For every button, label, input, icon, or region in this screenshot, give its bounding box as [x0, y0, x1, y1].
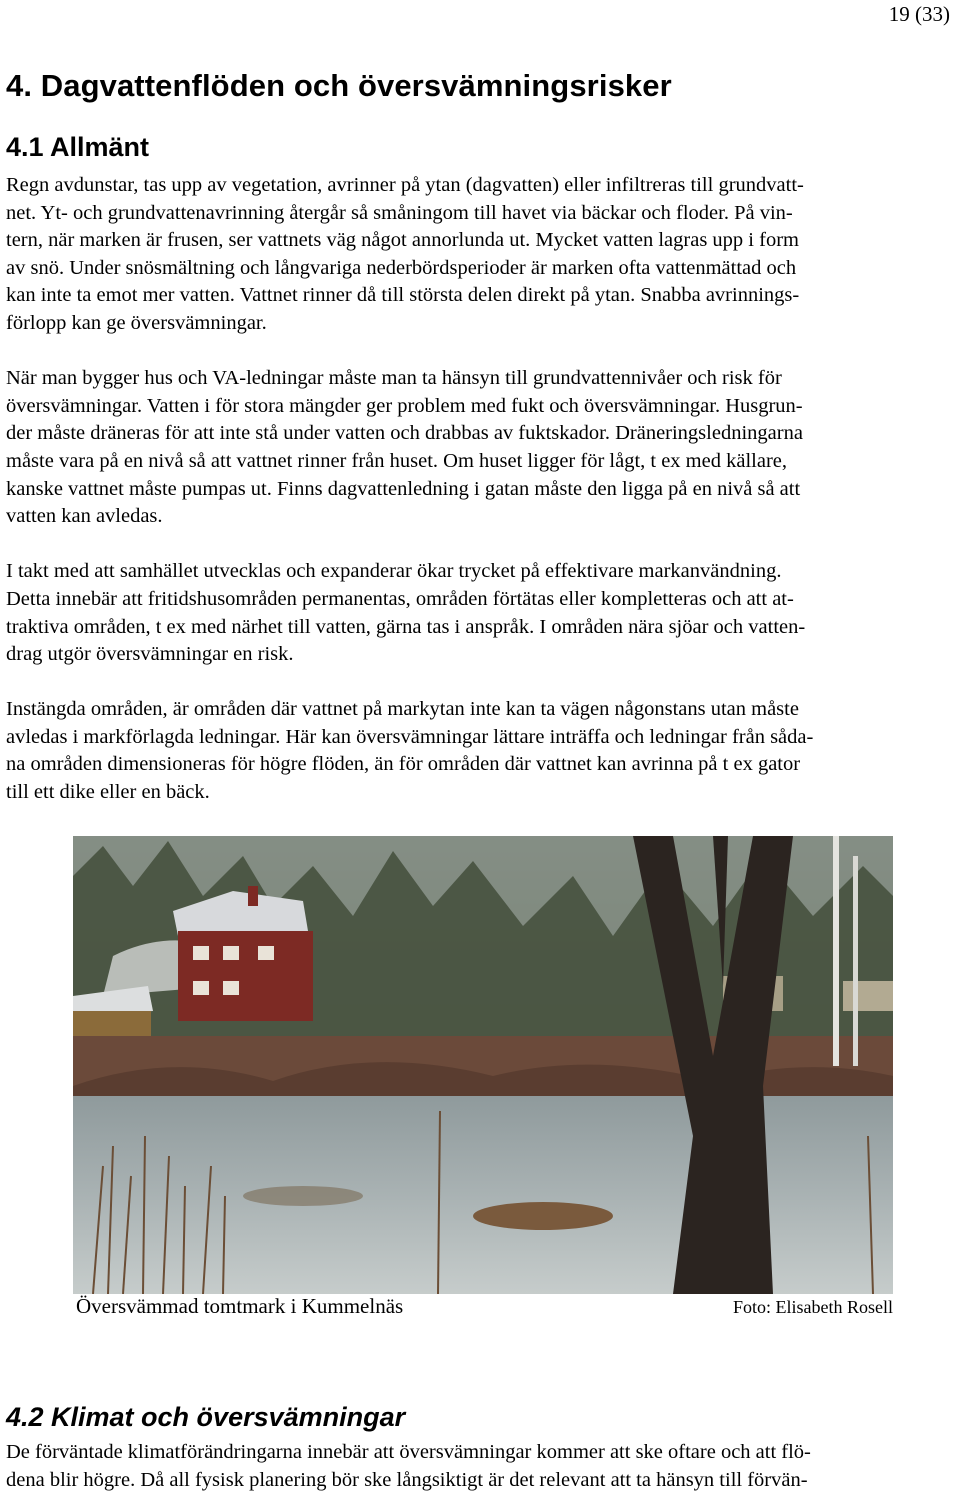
photo-credit: Foto: Elisabeth Rosell [733, 1297, 893, 1317]
text-line: av snö. Under snösmältning och långvariga nederbördsperioder är marken ofta vattenmättad och [6, 256, 797, 279]
text-line: När man bygger hus och VA-ledningar måste man ta hänsyn till grundvattennivåer och risk för [6, 367, 782, 390]
text-line: Regn avdunstar, tas upp av vegetation, avrinner på ytan (dagvatten) eller infiltreras till grundvatt- [6, 174, 804, 196]
paragraph [6, 558, 954, 668]
text-line: Detta innebär att fritidshusområden permanentas, områden förtätas eller kompletteras och att at- [6, 587, 794, 610]
text-line: der måste dräneras för att inte stå under vatten och drabbas av fuktskador. Dräneringsledningarna [6, 422, 803, 445]
text-line: Instängda områden, är områden där vattnet på markytan inte kan ta vägen någonstans utan måste [6, 698, 799, 721]
text-line: måste vara på en nivå så att vattnet rinner från huset. Om huset ligger för lågt, t ex med källare, [6, 449, 787, 472]
section-heading-klimat: 4.2 Klimat och översvämningar [6, 1402, 406, 1432]
figure-caption: Översvämmad tomtmark i Kummelnäs [76, 1294, 404, 1318]
paragraph [6, 696, 954, 806]
text-line: vatten kan avledas. [6, 505, 163, 528]
section-body-klimat [6, 1439, 954, 1494]
text-line: traktiva områden, t ex med närhet till vatten, gärna tas i anspråk. I områden nära sjöar och vatten- [6, 615, 806, 638]
text-line: översvämningar. Vatten i för stora mängder ger problem med fukt och översvämningar. Husgrun- [6, 394, 803, 417]
text-line: avledas i markförlagda ledningar. Här kan översvämningar lättare inträffa och ledningar från såda- [6, 725, 814, 748]
text-line: dena blir högre. Då all fysisk planering bör ske långsiktigt är det relevant att ta hänsyn till förvän- [6, 1468, 808, 1491]
text-line: De förväntade klimatförändringarna innebär att översvämningar kommer att ske oftare och att flö- [6, 1441, 811, 1463]
paragraph [6, 1439, 954, 1494]
text-line: förlopp kan ge översvämningar. [6, 311, 267, 334]
paragraph [6, 172, 954, 338]
text-line: na områden dimensioneras för högre flöden, än för områden där vattnet kan avrinna på t ex gator [6, 753, 801, 776]
page-number: 19 (33) [888, 2, 950, 26]
text-line: net. Yt- och grundvattenavrinning återgår så småningom till havet via bäckar och floder. På vin- [6, 201, 793, 224]
text-line: kanske vattnet måste pumpas ut. Finns dagvattenledning i gatan måste den ligga på en nivå så att [6, 477, 801, 500]
paragraph [6, 365, 954, 531]
chapter-title: 4. Dagvattenflöden och översvämningsrisker [6, 68, 672, 103]
text-line: drag utgör översvämningar en risk. [6, 643, 294, 666]
section-heading-allmant: 4.1 Allmänt [6, 132, 150, 162]
section-body-allmant [6, 172, 954, 807]
text-line: tern, när marken är frusen, ser vattnets väg något annorlunda ut. Mycket vatten lagras upp i form [6, 229, 799, 252]
flooded-plot-photo [73, 836, 893, 1294]
text-line: I takt med att samhället utvecklas och expanderar ökar trycket på effektivare markanvändning. [6, 560, 782, 583]
text-line: kan inte ta emot mer vatten. Vattnet rinner då till största delen direkt på ytan. Snabba avrinnings- [6, 284, 800, 307]
text-line: till ett dike eller en bäck. [6, 781, 210, 804]
